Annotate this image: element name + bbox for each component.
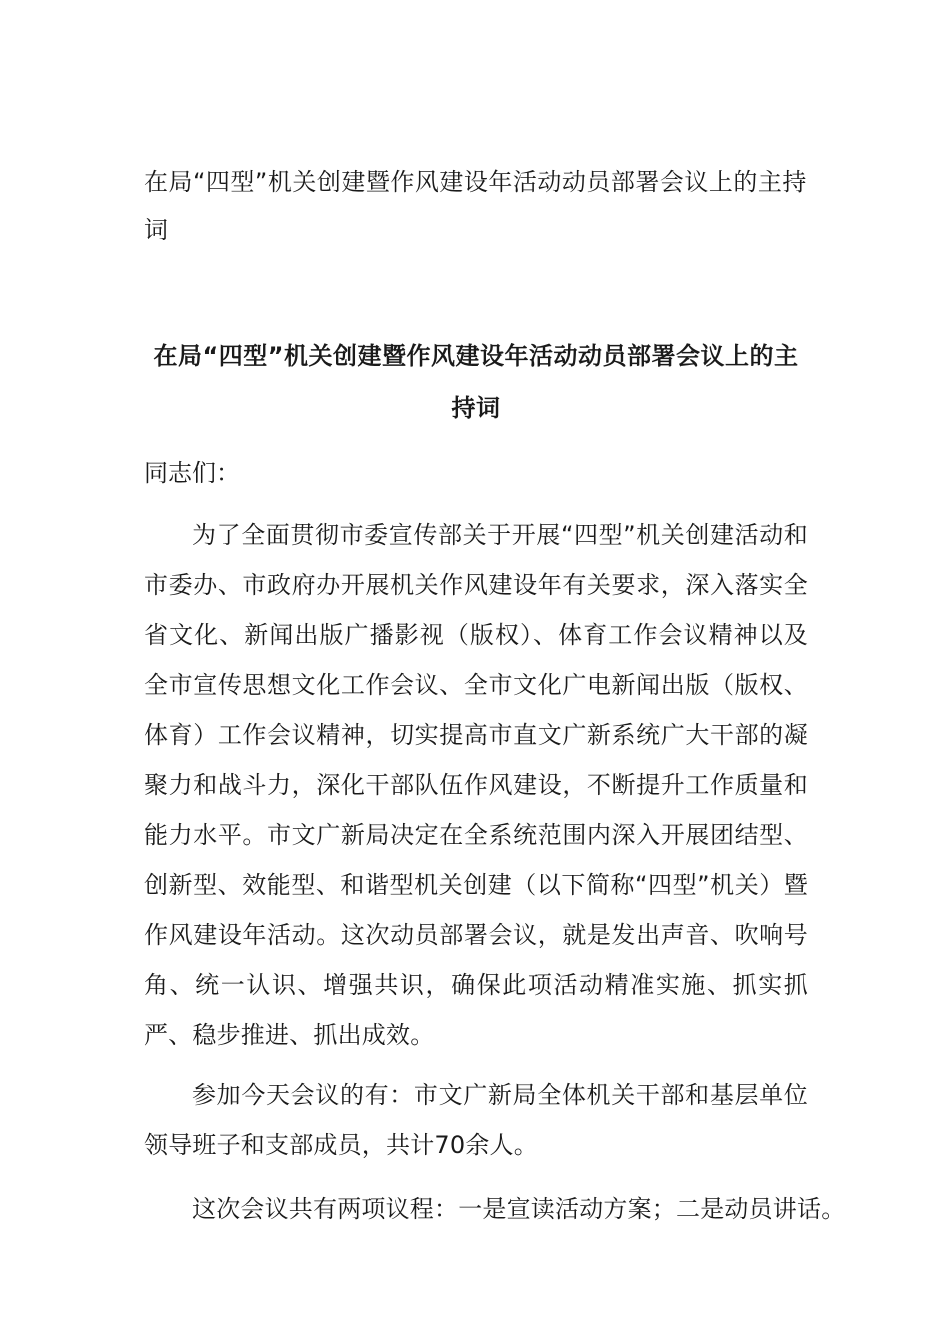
greeting-text: 同志们： xyxy=(144,459,240,487)
document-main-title: 在局“四型”机关创建暨作风建设年活动动员部署会议上的主持词 xyxy=(153,342,799,422)
body-paragraph-purpose: 为了全面贯彻市委宣传部关于开展“四型”机关创建活动和市委办、市政府办开展机关作风建设年有关要求，深入落实全省文化、新闻出版广播影视（版权）、体育工作会议精神以及全市宣传思想文化工作会议、全市文化广电新闻出版（版权、体育）工作会议精神，切实提高市直文广新系统广大干部的凝聚力和战斗力，深化干部队伍作风建设，不断提升工作质量和能力水平。市文广新局决定在全系统范围内深入开展团结型、创新型、效能型、和谐型机关创建（以下简称“四型”机关）暨作风建设年活动。这次动员部署会议，就是发出声音、吹响号角、统一认识、增强共识，确保此项活动精准实施、抓实抓严、稳步推进、抓出成效。 xyxy=(144,521,808,1049)
document-header-title: 在局“四型”机关创建暨作风建设年活动动员部署会议上的主持词 xyxy=(144,168,807,244)
body-paragraph-attendees: 参加今天会议的有：市文广新局全体机关干部和基层单位领导班子和支部成员，共计70余人。 xyxy=(144,1081,808,1159)
body-paragraph-agenda: 这次会议共有两项议程：一是宣读活动方案；二是动员讲话。 xyxy=(192,1195,846,1223)
